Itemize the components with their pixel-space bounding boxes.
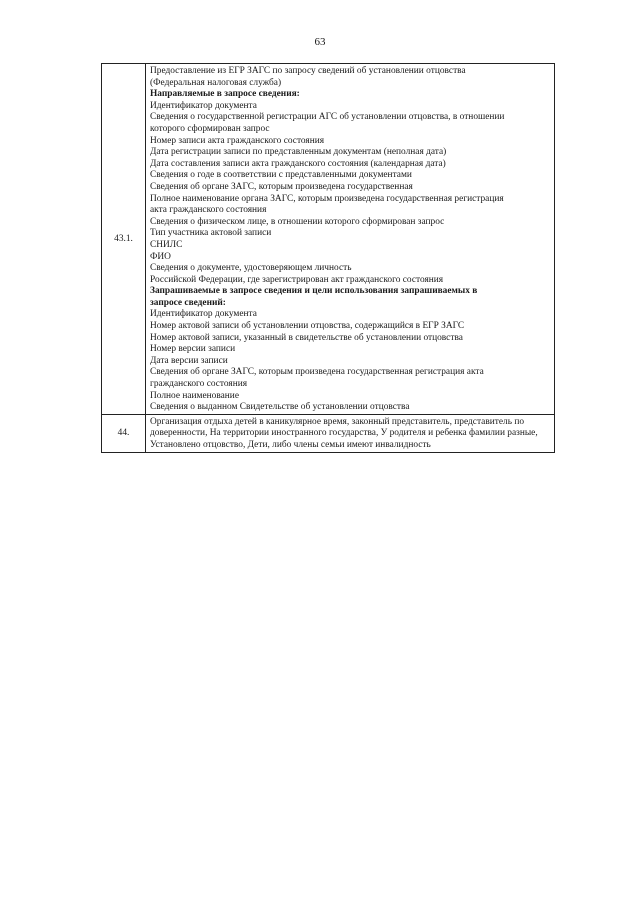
content-line: Сведения о выданном Свидетельстве об установлении отцовства (150, 402, 410, 413)
content-line: Полное наименование органа ЗАГС, которым произведена государственная регистрация (150, 193, 504, 204)
service-agency-line: (Федеральная налоговая служба) (150, 77, 282, 88)
content-line: Сведения о государственной регистрации АГС об установлении отцовства, в отношении (150, 112, 505, 123)
row-content (146, 64, 555, 415)
sent-data-heading: Направляемые в запросе сведения: (150, 89, 300, 100)
content-line: СНИЛС (150, 239, 183, 250)
content-line: Дата версии записи (150, 355, 228, 366)
table-row-44 (102, 414, 555, 452)
content-line: Идентификатор документа (150, 100, 257, 111)
content-line: Тип участника актовой записи (150, 228, 272, 239)
page-number: 63 (314, 36, 326, 48)
content-line: Полное наименование (150, 390, 239, 401)
service-description: Организация отдыха детей в каникулярное время, законный представитель, представитель по доверенности, На территории иностранного государства, У родителя и ребенка фамилии разные, Установлено отцовство, Дети, либо члены семьи имеют инвалидность (150, 416, 538, 450)
content-line: Сведения об органе ЗАГС, которым произведена государственная (150, 181, 413, 192)
content-line: Сведения о годе в соответствии с представленными документами (150, 170, 412, 181)
requested-data-heading-cont: запросе сведений: (150, 297, 226, 308)
content-line: Номер актовой записи, указанный в свидетельстве об установлении отцовства (150, 332, 463, 343)
content-line: Сведения о документе, удостоверяющем личность (150, 263, 352, 274)
content-line: Дата составления записи акта гражданского состояния (календарная дата) (150, 158, 446, 169)
requested-data-heading: Запрашиваемые в запросе сведения и цели использования запрашиваемых в (150, 286, 478, 297)
service-title-line: Предоставление из ЕГР ЗАГС по запросу сведений об установлении отцовства (150, 66, 466, 76)
row-number: 43.1. (102, 64, 146, 415)
content-line: Номер записи акта гражданского состояния (150, 135, 325, 146)
content-line: Идентификатор документа (150, 309, 257, 320)
content-line: Сведения об органе ЗАГС, которым произведена государственная регистрация акта (150, 367, 484, 378)
content-line: ФИО (150, 251, 171, 262)
content-line: Дата регистрации записи по представленным документам (неполная дата) (150, 147, 447, 158)
row-number: 44. (102, 414, 146, 452)
services-table (101, 63, 555, 453)
content-line: которого сформирован запрос (150, 123, 270, 134)
content-line: гражданского состояния (150, 379, 248, 390)
row-content (146, 414, 555, 452)
content-line: Российской Федерации, где зарегистрирован акт гражданского состояния (150, 274, 444, 285)
table-row-43-1 (102, 64, 555, 415)
content-line: Сведения о физическом лице, в отношении которого сформирован запрос (150, 216, 445, 227)
content-line: Номер версии записи (150, 344, 236, 355)
content-line: Номер актовой записи об установлении отцовства, содержащийся в ЕГР ЗАГС (150, 321, 465, 332)
content-line: акта гражданского состояния (150, 205, 267, 216)
